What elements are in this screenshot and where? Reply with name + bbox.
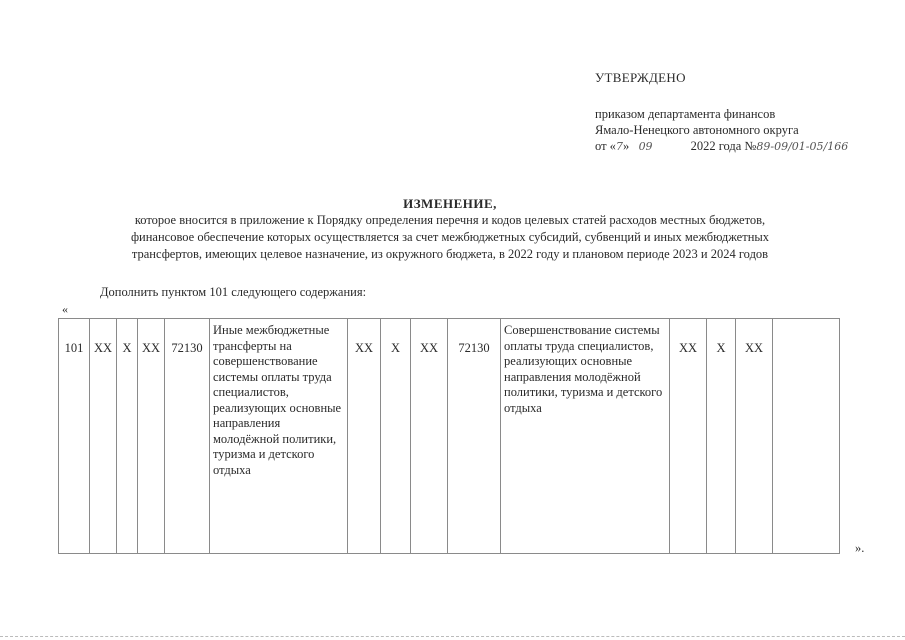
- subtitle-line-2: финансовое обеспечение которых осуществляется за счет межбюджетных субсидий, субвенций и иных межбюджетных: [130, 230, 770, 244]
- cell-c1: XX: [90, 319, 117, 554]
- date-mid: »: [622, 139, 633, 153]
- cell-c4: 72130: [165, 319, 210, 554]
- cell-c5: XX: [348, 319, 381, 554]
- subtitle-line-3: трансфертов, имеющих целевое назначение, из окружного бюджета, в 2022 году и плановом периоде 2023 и 2024 годов: [131, 247, 769, 261]
- quote-open: «: [62, 302, 68, 316]
- cell-c7: XX: [411, 319, 448, 554]
- table-row: [59, 319, 840, 554]
- date-prefix: от «: [595, 139, 616, 153]
- date-month: 09: [638, 140, 653, 153]
- cell-c3: XX: [138, 319, 165, 554]
- cell-name-1: Иные межбюджетные трансферты на совершенствование системы оплаты труда специалистов, реализующих основные направления молодёжной политики, туризма и детского отдыха: [210, 319, 348, 554]
- scan-edge-divider: [0, 636, 905, 637]
- date-year: 2022 года №: [690, 139, 757, 153]
- cell-c2: X: [117, 319, 138, 554]
- cell-c9: XX: [670, 319, 707, 554]
- quote-close: ».: [855, 541, 865, 555]
- document-title-block: [40, 196, 860, 263]
- date-day: 7: [615, 140, 623, 153]
- approval-date-line: [595, 138, 848, 155]
- cell-num: 101: [59, 319, 90, 554]
- cell-c10: X: [707, 319, 736, 554]
- subtitle-line-1: которое вносится в приложение к Порядку определения перечня и кодов целевых статей расходов местных бюджетов,: [134, 213, 766, 227]
- approval-line-2: Ямало-Ненецкого автономного округа: [595, 123, 799, 137]
- amendment-table: [58, 318, 840, 554]
- cell-c6: X: [381, 319, 411, 554]
- approval-heading: УТВЕРЖДЕНО: [595, 70, 686, 85]
- cell-c12: [773, 319, 840, 554]
- approval-block: [595, 70, 848, 155]
- intro-text: Дополнить пунктом 101 следующего содержания:: [100, 285, 367, 299]
- cell-c8: 72130: [448, 319, 501, 554]
- order-number: 89-09/01-05/166: [756, 140, 849, 153]
- approval-line-1: приказом департамента финансов: [595, 107, 776, 121]
- cell-name-2: Совершенствование системы оплаты труда специалистов, реализующих основные направления молодёжной политики, туризма и детского отдыха: [501, 319, 670, 554]
- document-title: ИЗМЕНЕНИЕ,: [403, 196, 497, 211]
- cell-c11: XX: [736, 319, 773, 554]
